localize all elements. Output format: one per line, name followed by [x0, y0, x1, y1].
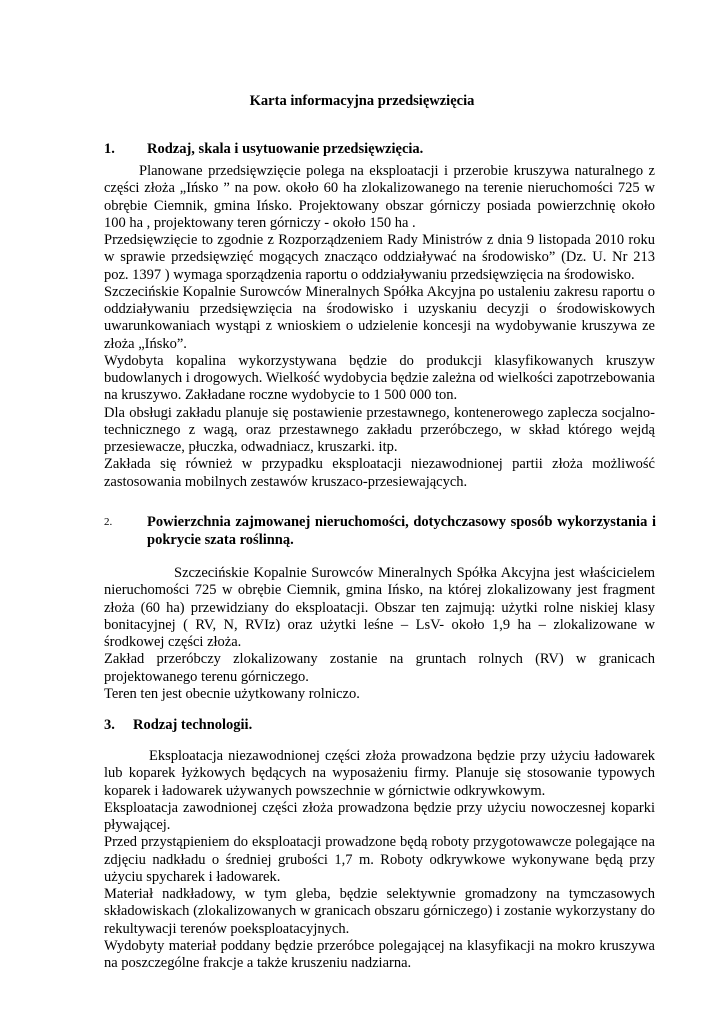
section-3-number: 3. — [104, 717, 115, 733]
paragraph: Eksploatacja zawodnionej części złoża prowadzona będzie przy użyciu nowoczesnej koparki pływającej. — [104, 799, 655, 833]
paragraph: Przedsięwzięcie to zgodnie z Rozporządzeniem Rady Ministrów z dnia 9 listopada 2010 roku w sprawie przedsięwzięć mogących znacząco oddziaływać na środowisko” (Dz. U. Nr 213 poz. 1397 ) wymaga sporządzenia raportu o oddziaływaniu przedsięwzięcia na środowisko. — [104, 232, 655, 283]
paragraph: Szczecińskie Kopalnie Surowców Mineralnych Spółka Akcyjna jest właścicielem nieruchomości 725 w obrębie Ciemnik, gmina Ińsko, na której zlokalizowany jest fragment złoża (60 ha) przewidziany do eksploatacji. Obszar ten zajmują: użytki rolne niskiej klasy bonitacyjnej ( RV, N, RVIz) oraz użytki leśne – LsV- około 1,9 ha – zlokalizowane w środkowej części złoża. — [104, 565, 655, 650]
paragraph: Szczecińskie Kopalnie Surowców Mineralnych Spółka Akcyjna po ustaleniu zakresu raportu o oddziaływaniu przedsięwzięcia na środowisko i uzyskaniu decyzji o środowiskowych uwarunkowaniach wystąpi z wnioskiem o udzielenie koncesji na wydobywanie kruszywa ze złoża „Ińsko”. — [104, 283, 655, 352]
section-3-heading — [104, 716, 656, 734]
section-1-heading — [104, 140, 656, 158]
paragraph: Przed przystąpieniem do eksploatacji prowadzone będą roboty przygotowawcze polegające na zdjęciu nadkładu o średniej grubości 1,7 m. Roboty odkrywkowe wykonywane będą przy użyciu spycharek i ładowarek. — [104, 834, 655, 885]
section-3-title: Rodzaj technologii. — [133, 717, 253, 733]
paragraph: Zakłada się również w przypadku eksploatacji niezawodnionej partii złoża możliwość zastosowania mobilnych zestawów kruszaco-przesiewających. — [104, 456, 655, 490]
section-2-number: 2. — [104, 516, 113, 528]
section-1-body — [104, 163, 655, 491]
paragraph: Eksploatacja niezawodnionej części złoża prowadzona będzie przy użyciu ładowarek lub koparek łyżkowych będących na wyposażeniu firmy. Planuje się stosowanie typowych koparek i ładowarek używanych powszechnie w górnictwie odkrywkowym. — [104, 748, 655, 799]
paragraph: Planowane przedsięwzięcie polega na eksploatacji i przerobie kruszywa naturalnego z części złoża „Ińsko ” na pow. około 60 ha zlokalizowanego na terenie nieruchomości 725 w obrębie Ciemnik, gmina Ińsko. Projektowany obszar górniczy posiada powierzchnię około 100 ha , projektowany teren górniczy - około 150 ha . — [104, 163, 655, 231]
paragraph: Wydobyta kopalina wykorzystywana będzie do produkcji klasyfikowanych kruszyw budowlanych i drogowych. Wielkość wydobycia będzie zależna od wielkości zapotrzebowania na kruszywo. Zakładane roczne wydobycie to 1 500 000 ton. — [104, 352, 655, 404]
section-1-number: 1. — [104, 141, 115, 157]
section-2-title: Powierzchnia zajmowanej nieruchomości, dotychczasowy sposób wykorzystania i pokrycie szata roślinną. — [147, 514, 656, 548]
paragraph: Dla obsługi zakładu planuje się postawienie przestawnego, kontenerowego zaplecza socjalno-technicznego z wagą, oraz przestawnego zakładu przeróbczego, w skład którego wejdą przesiewacze, płuczka, odwadniacz, kruszarki. itp. — [104, 404, 655, 455]
section-2-body — [104, 565, 655, 703]
section-2-heading — [104, 513, 656, 549]
paragraph: Materiał nadkładowy, w tym gleba, będzie selektywnie gromadzony na tymczasowych składowiskach (zlokalizowanych w granicach obszaru górniczego) i zostanie wykorzystany do rekultywacji terenów poeksploatacyjnych. — [104, 886, 655, 937]
document-title: Karta informacyjna przedsięwzięcia — [249, 93, 475, 109]
section-3-body — [104, 748, 655, 972]
paragraph: Wydobyty materiał poddany będzie przeróbce polegającej na klasyfikacji na mokro kruszywa na poszczególne frakcje a także kruszeniu nadziarna. — [104, 937, 655, 971]
paragraph: Teren ten jest obecnie użytkowany rolniczo. — [104, 685, 360, 702]
paragraph: Zakład przeróbczy zlokalizowany zostanie na gruntach rolnych (RV) w granicach projektowanego terenu górniczego. — [104, 651, 655, 685]
section-1-title: Rodzaj, skala i usytuowanie przedsięwzięcia. — [147, 141, 424, 157]
